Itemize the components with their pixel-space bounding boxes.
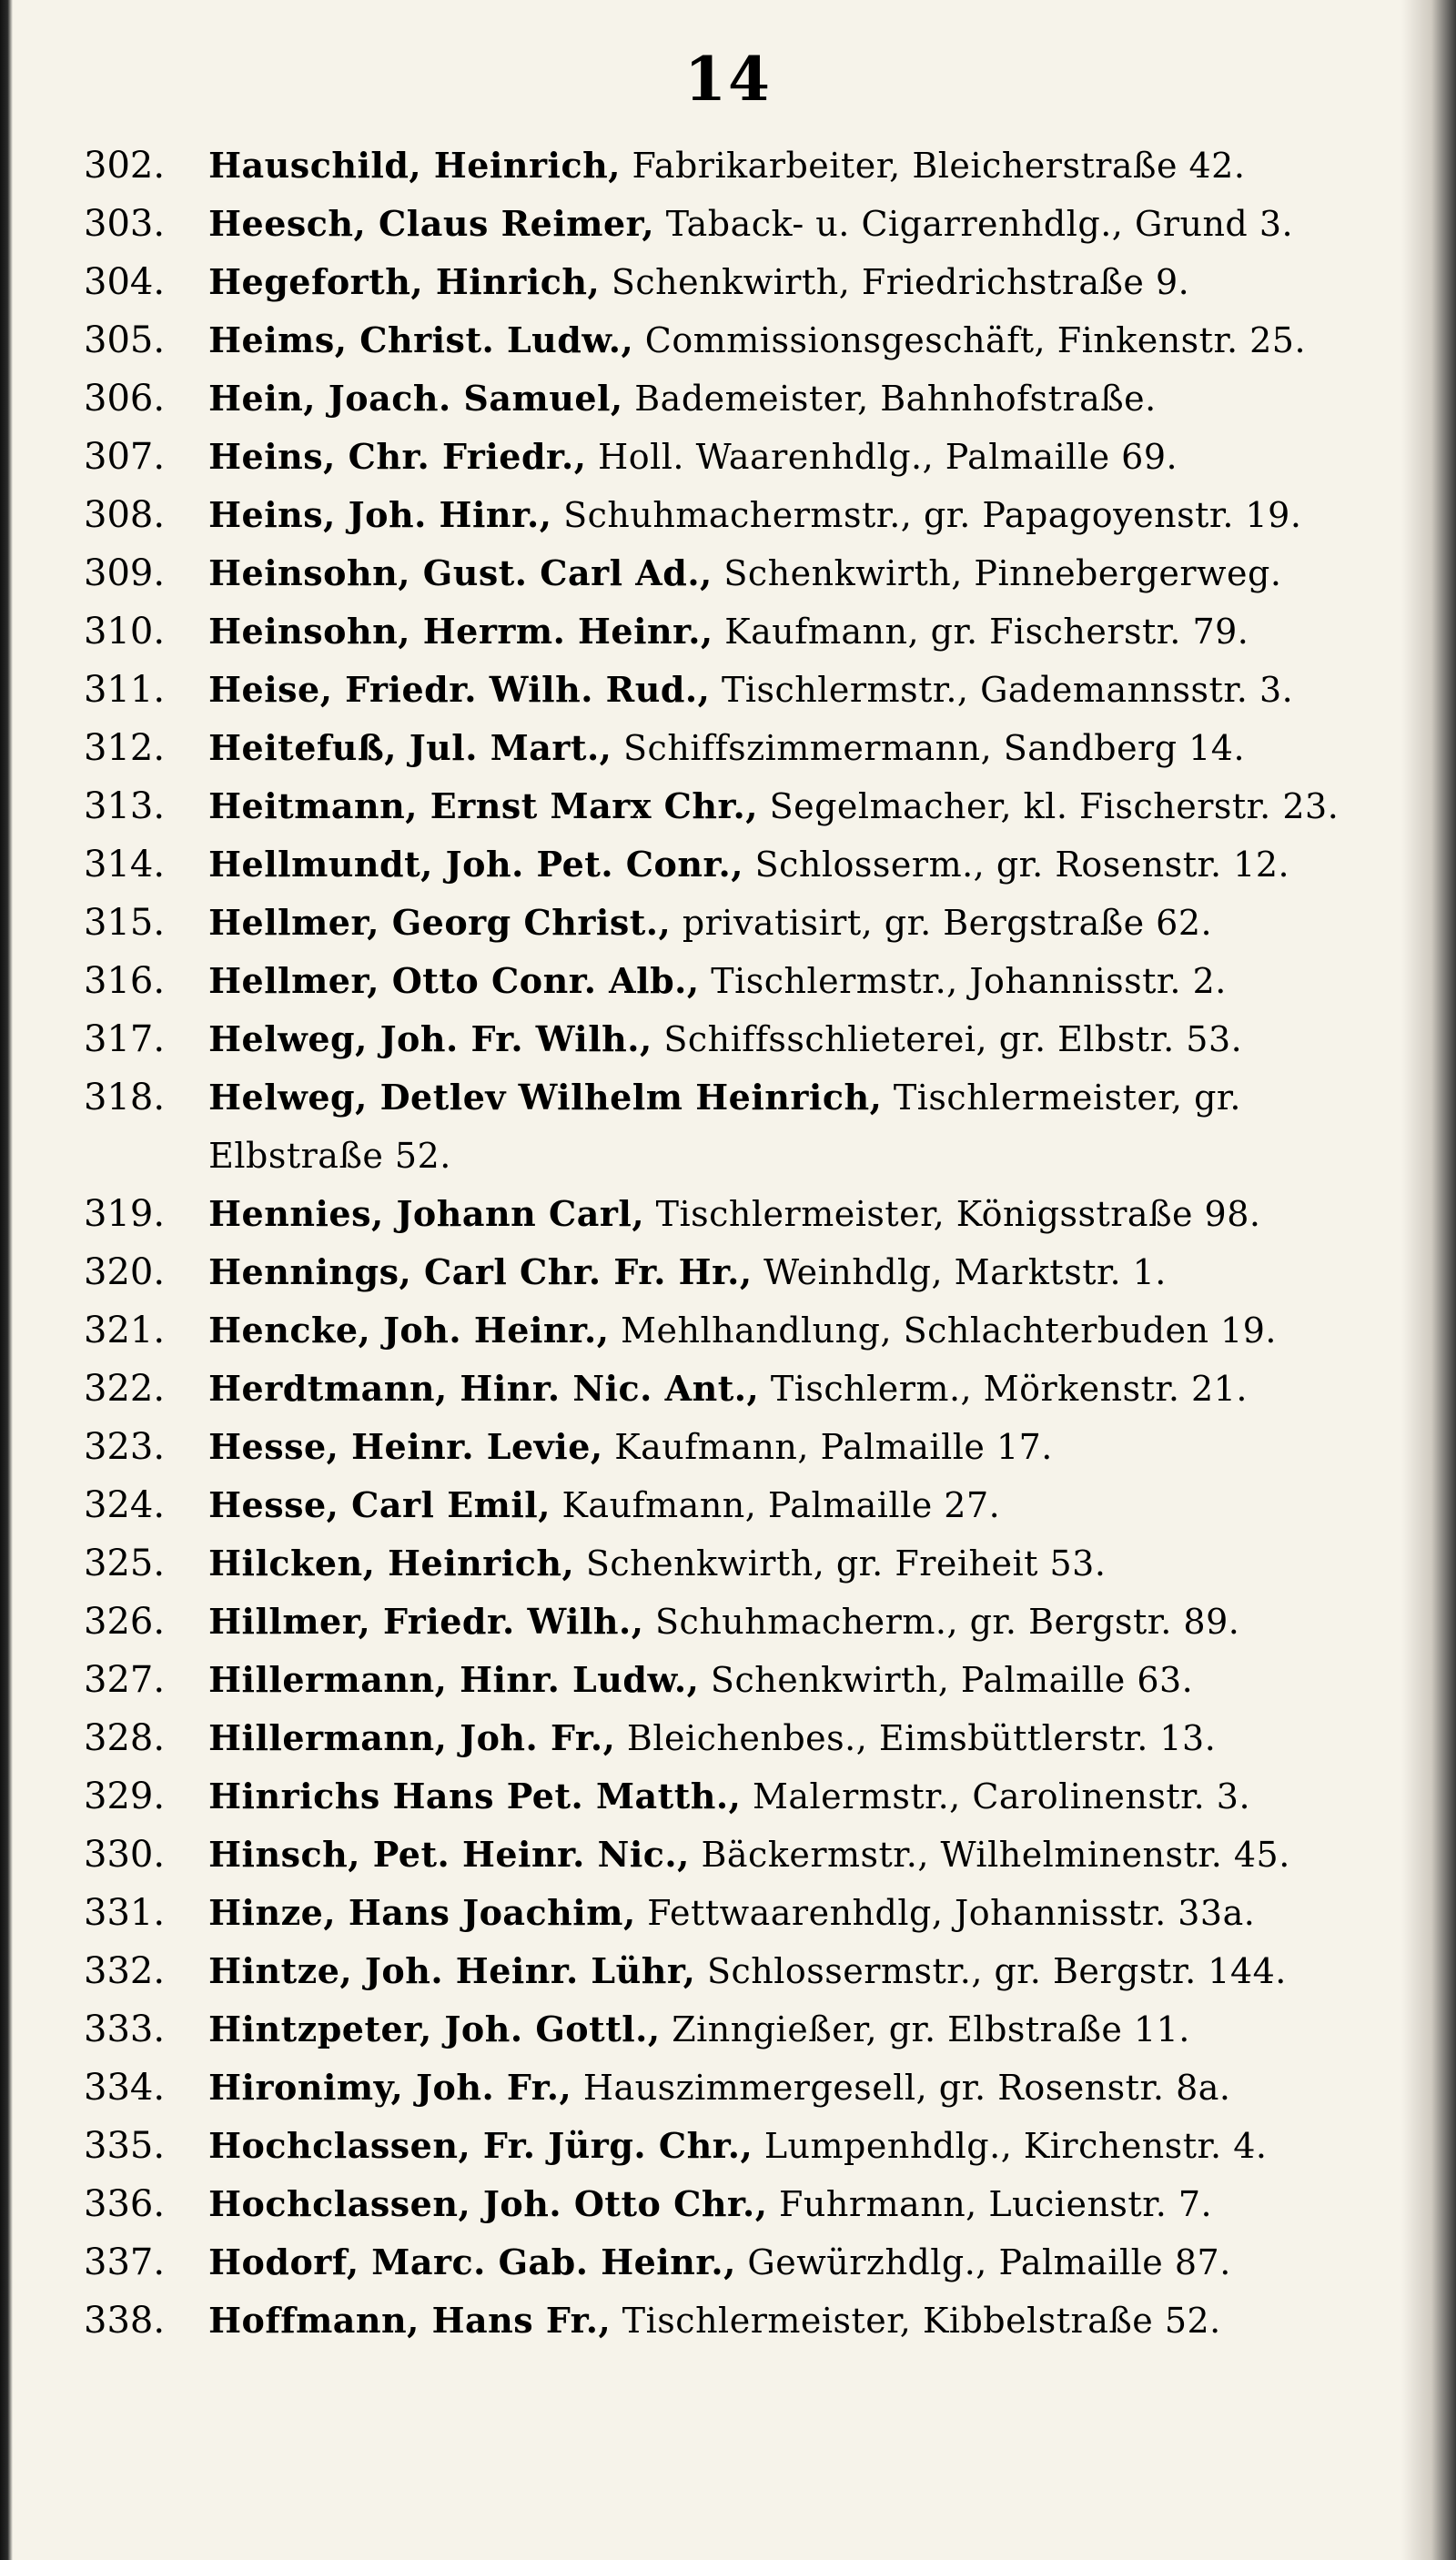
directory-entry [84,544,1394,602]
directory-entry [84,777,1394,835]
entry-text [208,1476,1394,1534]
entry-details: Fettwaarenhdlg, Johannisstr. 33a. [635,1893,1256,1933]
entry-name: Hironimy, Joh. Fr., [208,2067,572,2108]
entry-name: Hintzpeter, Joh. Gottl., [208,2009,661,2049]
entry-details: Hauszimmergesell, gr. Rosenstr. 8a. [571,2068,1231,2108]
entry-details: Schenkwirth, Pinnebergerweg. [712,553,1282,593]
entry-name: Heinsohn, Gust. Carl Ad., [208,552,713,593]
entry-number: 309. [84,552,166,594]
entry-name: Hellmer, Georg Christ., [208,902,672,943]
entry-text [208,369,1394,428]
entry-text [208,1185,1394,1243]
entry-text [208,777,1394,835]
directory-entry [84,2117,1394,2175]
directory-entry [84,894,1394,952]
entry-name: Hein, Joach. Samuel, [208,378,623,419]
entry-number: 336. [84,2183,166,2225]
directory-entry [84,1767,1394,1826]
entry-name: Hillermann, Joh. Fr., [208,1717,616,1758]
directory-entry [84,2292,1394,2350]
entry-details: Bäckermstr., Wilhelminenstr. 45. [689,1835,1290,1875]
entry-name: Hinsch, Pet. Heinr. Nic., [208,1834,690,1875]
entry-text [208,835,1394,894]
entry-details: Mehlhandlung, Schlachterbuden 19. [609,1310,1277,1351]
entry-name: Heins, Chr. Friedr., [208,436,587,477]
directory-entry [84,1185,1394,1243]
entry-name: Hesse, Carl Emil, [208,1484,551,1525]
entry-name: Hinrichs Hans Pet. Matth., [208,1776,742,1816]
entry-text [208,137,1394,195]
entry-details: Zinngießer, gr. Elbstraße 11. [660,2009,1190,2049]
entry-text [208,2175,1394,2233]
entry-number: 318. [84,1077,166,1118]
entry-details: Schiffsschlieterei, gr. Elbstr. 53. [652,1019,1243,1059]
entry-details: Schlossermstr., gr. Bergstr. 144. [695,1951,1287,1991]
entry-number: 310. [84,611,166,653]
directory-entry [84,1593,1394,1651]
entry-name: Hesse, Heinr. Levie, [208,1426,603,1467]
entry-number: 307. [84,436,166,478]
directory-entry [84,1884,1394,1942]
entry-details: Schiffszimmermann, Sandberg 14. [612,728,1246,768]
directory-entry [84,1476,1394,1534]
directory-entry [84,1418,1394,1476]
entry-number: 332. [84,1950,166,1992]
directory-entry [84,195,1394,253]
entry-name: Hoffmann, Hans Fr., [208,2300,612,2341]
entry-name: Hencke, Joh. Heinr., [208,1310,610,1351]
entry-number: 337. [84,2241,166,2283]
entry-details: Tischlerm., Mörkenstr. 21. [759,1369,1248,1409]
directory-entry [84,661,1394,719]
entry-name: Helweg, Joh. Fr. Wilh., [208,1018,652,1059]
directory-entry [84,1243,1394,1301]
directory-entry [84,1010,1394,1068]
directory-entry [84,1360,1394,1418]
entry-number: 327. [84,1659,166,1701]
entry-text [208,894,1394,952]
entry-details: Malermstr., Carolinenstr. 3. [741,1776,1251,1816]
directory-entry [84,1068,1394,1185]
directory-entry [84,1534,1394,1593]
entry-number: 315. [84,902,166,944]
entry-name: Hintze, Joh. Heinr. Lühr, [208,1950,696,1991]
entry-number: 329. [84,1776,166,1817]
entry-details: privatisirt, gr. Bergstraße 62. [671,903,1213,943]
entry-name: Hellmer, Otto Conr. Alb., [208,960,700,1001]
page-right-edge [1401,0,1456,2560]
entry-details: Schlosserm., gr. Rosenstr. 12. [743,845,1290,885]
entry-number: 324. [84,1484,166,1526]
entry-details: Kaufmann, Palmaille 17. [602,1427,1053,1467]
entry-name: Hinze, Hans Joachim, [208,1892,636,1933]
directory-entry [84,486,1394,544]
entry-details: Kaufmann, gr. Fischerstr. 79. [713,612,1249,652]
entry-text [208,719,1394,777]
directory-entry [84,1709,1394,1767]
directory-entry [84,253,1394,311]
entry-text [208,661,1394,719]
entry-text [208,1709,1394,1767]
entry-text [208,2117,1394,2175]
entry-details: Bademeister, Bahnhofstraße. [622,379,1157,419]
entry-text [208,486,1394,544]
entry-text [208,1301,1394,1360]
entry-number: 330. [84,1834,166,1876]
directory-entry [84,2000,1394,2059]
entry-details: Commissionsgeschäft, Finkenstr. 25. [633,320,1307,360]
entry-details: Bleichenbes., Eimsbüttlerstr. 13. [615,1718,1217,1758]
entry-details: Tischlermeister, Königsstraße 98. [644,1194,1261,1234]
directory-entry [84,428,1394,486]
entry-text [208,1010,1394,1068]
entry-details: Tischlermeister, gr. Elbstraße 52. [208,1078,1241,1176]
entry-name: Hennies, Johann Carl, [208,1193,645,1234]
entry-text [208,1884,1394,1942]
entry-name: Heise, Friedr. Wilh. Rud., [208,669,711,710]
directory-entry [84,369,1394,428]
entry-name: Heims, Christ. Ludw., [208,319,634,360]
entry-number: 317. [84,1018,166,1060]
entry-details: Fabrikarbeiter, Bleicherstraße 42. [620,146,1246,186]
directory-entry [84,2059,1394,2117]
entry-number: 323. [84,1426,166,1468]
entry-number: 335. [84,2125,166,2167]
directory-entries [84,137,1394,2350]
entry-text [208,311,1394,369]
entry-text [208,1360,1394,1418]
entry-text [208,2000,1394,2059]
entry-number: 322. [84,1368,166,1410]
entry-text [208,195,1394,253]
entry-details: Lumpenhdlg., Kirchenstr. 4. [753,2126,1268,2166]
entry-number: 331. [84,1892,166,1934]
entry-text [208,952,1394,1010]
entry-details: Schuhmacherm., gr. Bergstr. 89. [643,1602,1240,1642]
directory-entry [84,311,1394,369]
page-left-edge [0,0,13,2560]
entry-number: 321. [84,1310,166,1351]
entry-name: Hennings, Carl Chr. Fr. Hr., [208,1251,753,1292]
entry-text [208,1068,1394,1185]
entry-text [208,1593,1394,1651]
entry-number: 308. [84,494,166,536]
directory-entry [84,719,1394,777]
entry-text [208,1651,1394,1709]
entry-details: Gewürzhdlg., Palmaille 87. [735,2242,1231,2282]
entry-text [208,2233,1394,2292]
directory-entry [84,602,1394,661]
directory-entry [84,2233,1394,2292]
entry-name: Hilcken, Heinrich, [208,1543,575,1584]
entry-name: Hauschild, Heinrich, [208,145,621,186]
entry-name: Hillmer, Friedr. Wilh., [208,1601,644,1642]
directory-entry [84,2175,1394,2233]
entry-number: 312. [84,727,166,769]
entry-text [208,2292,1394,2350]
entry-number: 311. [84,669,166,711]
entry-number: 320. [84,1251,166,1293]
entry-number: 314. [84,844,166,885]
entry-text [208,1767,1394,1826]
entry-details: Weinhdlg, Marktstr. 1. [752,1252,1167,1292]
directory-entry [84,1301,1394,1360]
entry-text [208,1534,1394,1593]
entry-details: Tischlermstr., Johannisstr. 2. [699,961,1227,1001]
entry-text [208,2059,1394,2117]
entry-text [208,1942,1394,2000]
entry-name: Hillermann, Hinr. Ludw., [208,1659,700,1700]
entry-number: 305. [84,319,166,361]
entry-details: Schenkwirth, Friedrichstraße 9. [600,262,1190,302]
entry-name: Heitmann, Ernst Marx Chr., [208,785,758,826]
entry-name: Helweg, Detlev Wilhelm Heinrich, [208,1077,883,1118]
page-number: 14 [684,44,772,115]
entry-number: 302. [84,145,166,187]
entry-number: 313. [84,785,166,827]
entry-name: Heins, Joh. Hinr., [208,494,552,535]
entry-details: Fuhrmann, Lucienstr. 7. [767,2184,1213,2224]
directory-entry [84,1942,1394,2000]
directory-entry [84,835,1394,894]
entry-name: Heinsohn, Herrm. Heinr., [208,611,713,652]
entry-name: Hegeforth, Hinrich, [208,261,601,302]
entry-details: Schenkwirth, gr. Freiheit 53. [574,1543,1107,1584]
entry-number: 304. [84,261,166,303]
entry-name: Hodorf, Marc. Gab. Heinr., [208,2241,736,2282]
entry-text [208,1826,1394,1884]
entry-name: Hellmundt, Joh. Pet. Conr., [208,844,744,885]
entry-number: 333. [84,2009,166,2050]
entry-name: Herdtmann, Hinr. Nic. Ant., [208,1368,760,1409]
entry-details: Taback- u. Cigarrenhdlg., Grund 3. [654,204,1294,244]
directory-entry [84,952,1394,1010]
entry-number: 319. [84,1193,166,1235]
entry-text [208,428,1394,486]
entry-details: Tischlermeister, Kibbelstraße 52. [611,2301,1221,2341]
directory-entry [84,1651,1394,1709]
entry-details: Schuhmachermstr., gr. Papagoyenstr. 19. [551,495,1302,535]
entry-number: 316. [84,960,166,1002]
entry-number: 338. [84,2300,166,2342]
entry-details: Schenkwirth, Palmaille 63. [699,1660,1194,1700]
entry-text [208,602,1394,661]
entry-details: Kaufmann, Palmaille 27. [550,1485,1001,1525]
entry-text [208,253,1394,311]
entry-details: Holl. Waarenhdlg., Palmaille 69. [586,437,1178,477]
entry-text [208,1243,1394,1301]
entry-name: Hochclassen, Joh. Otto Chr., [208,2183,768,2224]
entry-details: Tischlermstr., Gademannsstr. 3. [710,670,1294,710]
entry-name: Hochclassen, Fr. Jürg. Chr., [208,2125,753,2166]
entry-number: 303. [84,203,166,245]
directory-entry [84,137,1394,195]
entry-number: 328. [84,1717,166,1759]
entry-text [208,544,1394,602]
entry-text [208,1418,1394,1476]
entry-number: 306. [84,378,166,420]
entry-number: 334. [84,2067,166,2109]
entry-name: Heesch, Claus Reimer, [208,203,655,244]
entry-name: Heitefuß, Jul. Mart., [208,727,612,768]
directory-entry [84,1826,1394,1884]
entry-number: 325. [84,1543,166,1584]
entry-number: 326. [84,1601,166,1643]
entry-details: Segelmacher, kl. Fischerstr. 23. [758,786,1340,826]
